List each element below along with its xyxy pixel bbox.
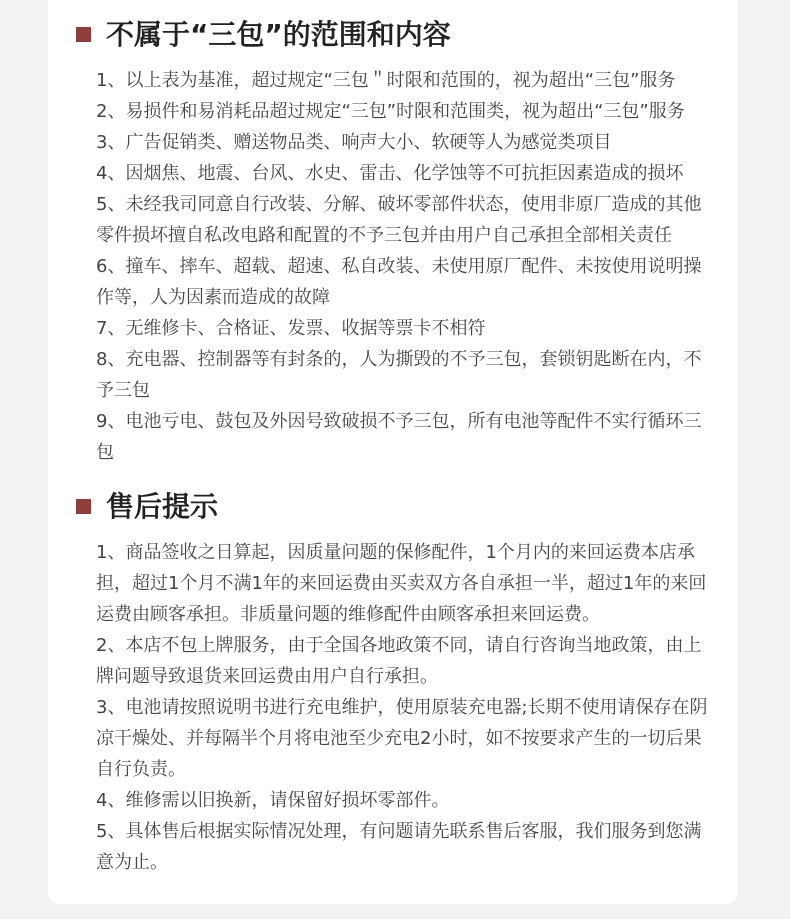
section-heading	[48, 484, 738, 532]
list-item: 8、充电器、控制器等有封条的，人为撕毁的不予三包，套锁钥匙断在内，不予三包	[96, 349, 702, 401]
section-heading	[48, 12, 738, 60]
list-item: 6、撞车、摔车、超载、超速、私自改装、未使用原厂配件、未按使用说明操作等，人为因素而造成的故障	[96, 256, 702, 308]
list-item: 7、无维修卡、合格证、发票、收据等票卡不相符	[96, 318, 486, 339]
list-item: 3、电池请按照说明书进行充电维护，使用原装充电器;长期不使用请保存在阴凉干燥处、并每隔半个月将电池至少充电2小时，如不按要求产生的一切后果自行负责。	[96, 697, 708, 780]
heading-marker-icon	[76, 27, 91, 42]
list-item: 3、广告促销类、赠送物品类、响声大小、软硬等人为感觉类项目	[96, 132, 612, 153]
exclusions-list	[96, 65, 716, 468]
list-item: 4、维修需以旧换新，请保留好损坏零部件。	[96, 790, 450, 811]
list-item: 1、商品签收之日算起，因质量问题的保修配件，1个月内的来回运费本店承担，超过1个月不满1年的来回运费由买卖双方各自承担一半，超过1年的来回运费由顾客承担。非质量问题的维修配件由顾客承担来回运费。	[96, 542, 707, 625]
exclusions-section	[48, 12, 738, 463]
section-title: 售后提示	[106, 490, 219, 523]
list-item: 2、易损件和易消耗品超过规定“三包”时限和范围类，视为超出“三包”服务	[96, 101, 685, 122]
list-item: 2、本店不包上牌服务，由于全国各地政策不同，请自行咨询当地政策，由上牌问题导致退货来回运费由用户自行承担。	[96, 635, 702, 687]
after-sales-list	[96, 537, 716, 878]
section-title: 不属于“三包”的范围和内容	[106, 18, 451, 51]
list-item: 9、电池亏电、鼓包及外因号致破损不予三包，所有电池等配件不实行循环三包	[96, 411, 702, 463]
list-item: 4、因烟焦、地震、台风、水史、雷击、化学蚀等不可抗拒因素造成的损坏	[96, 163, 684, 184]
heading-marker-icon	[76, 499, 91, 514]
list-item: 5、未经我司同意自行改装、分解、破坏零部件状态，使用非原厂造成的其他零件损坏擅自私改电路和配置的不予三包并由用户自己承担全部相关责任	[96, 194, 702, 246]
list-item: 5、具体售后根据实际情况处理，有问题请先联系售后客服，我们服务到您满意为止。	[96, 821, 702, 873]
after-sales-section	[48, 484, 738, 873]
list-item: 1、以上表为基准，超过规定“三包＂时限和范围的，视为超出“三包”服务	[96, 70, 676, 91]
